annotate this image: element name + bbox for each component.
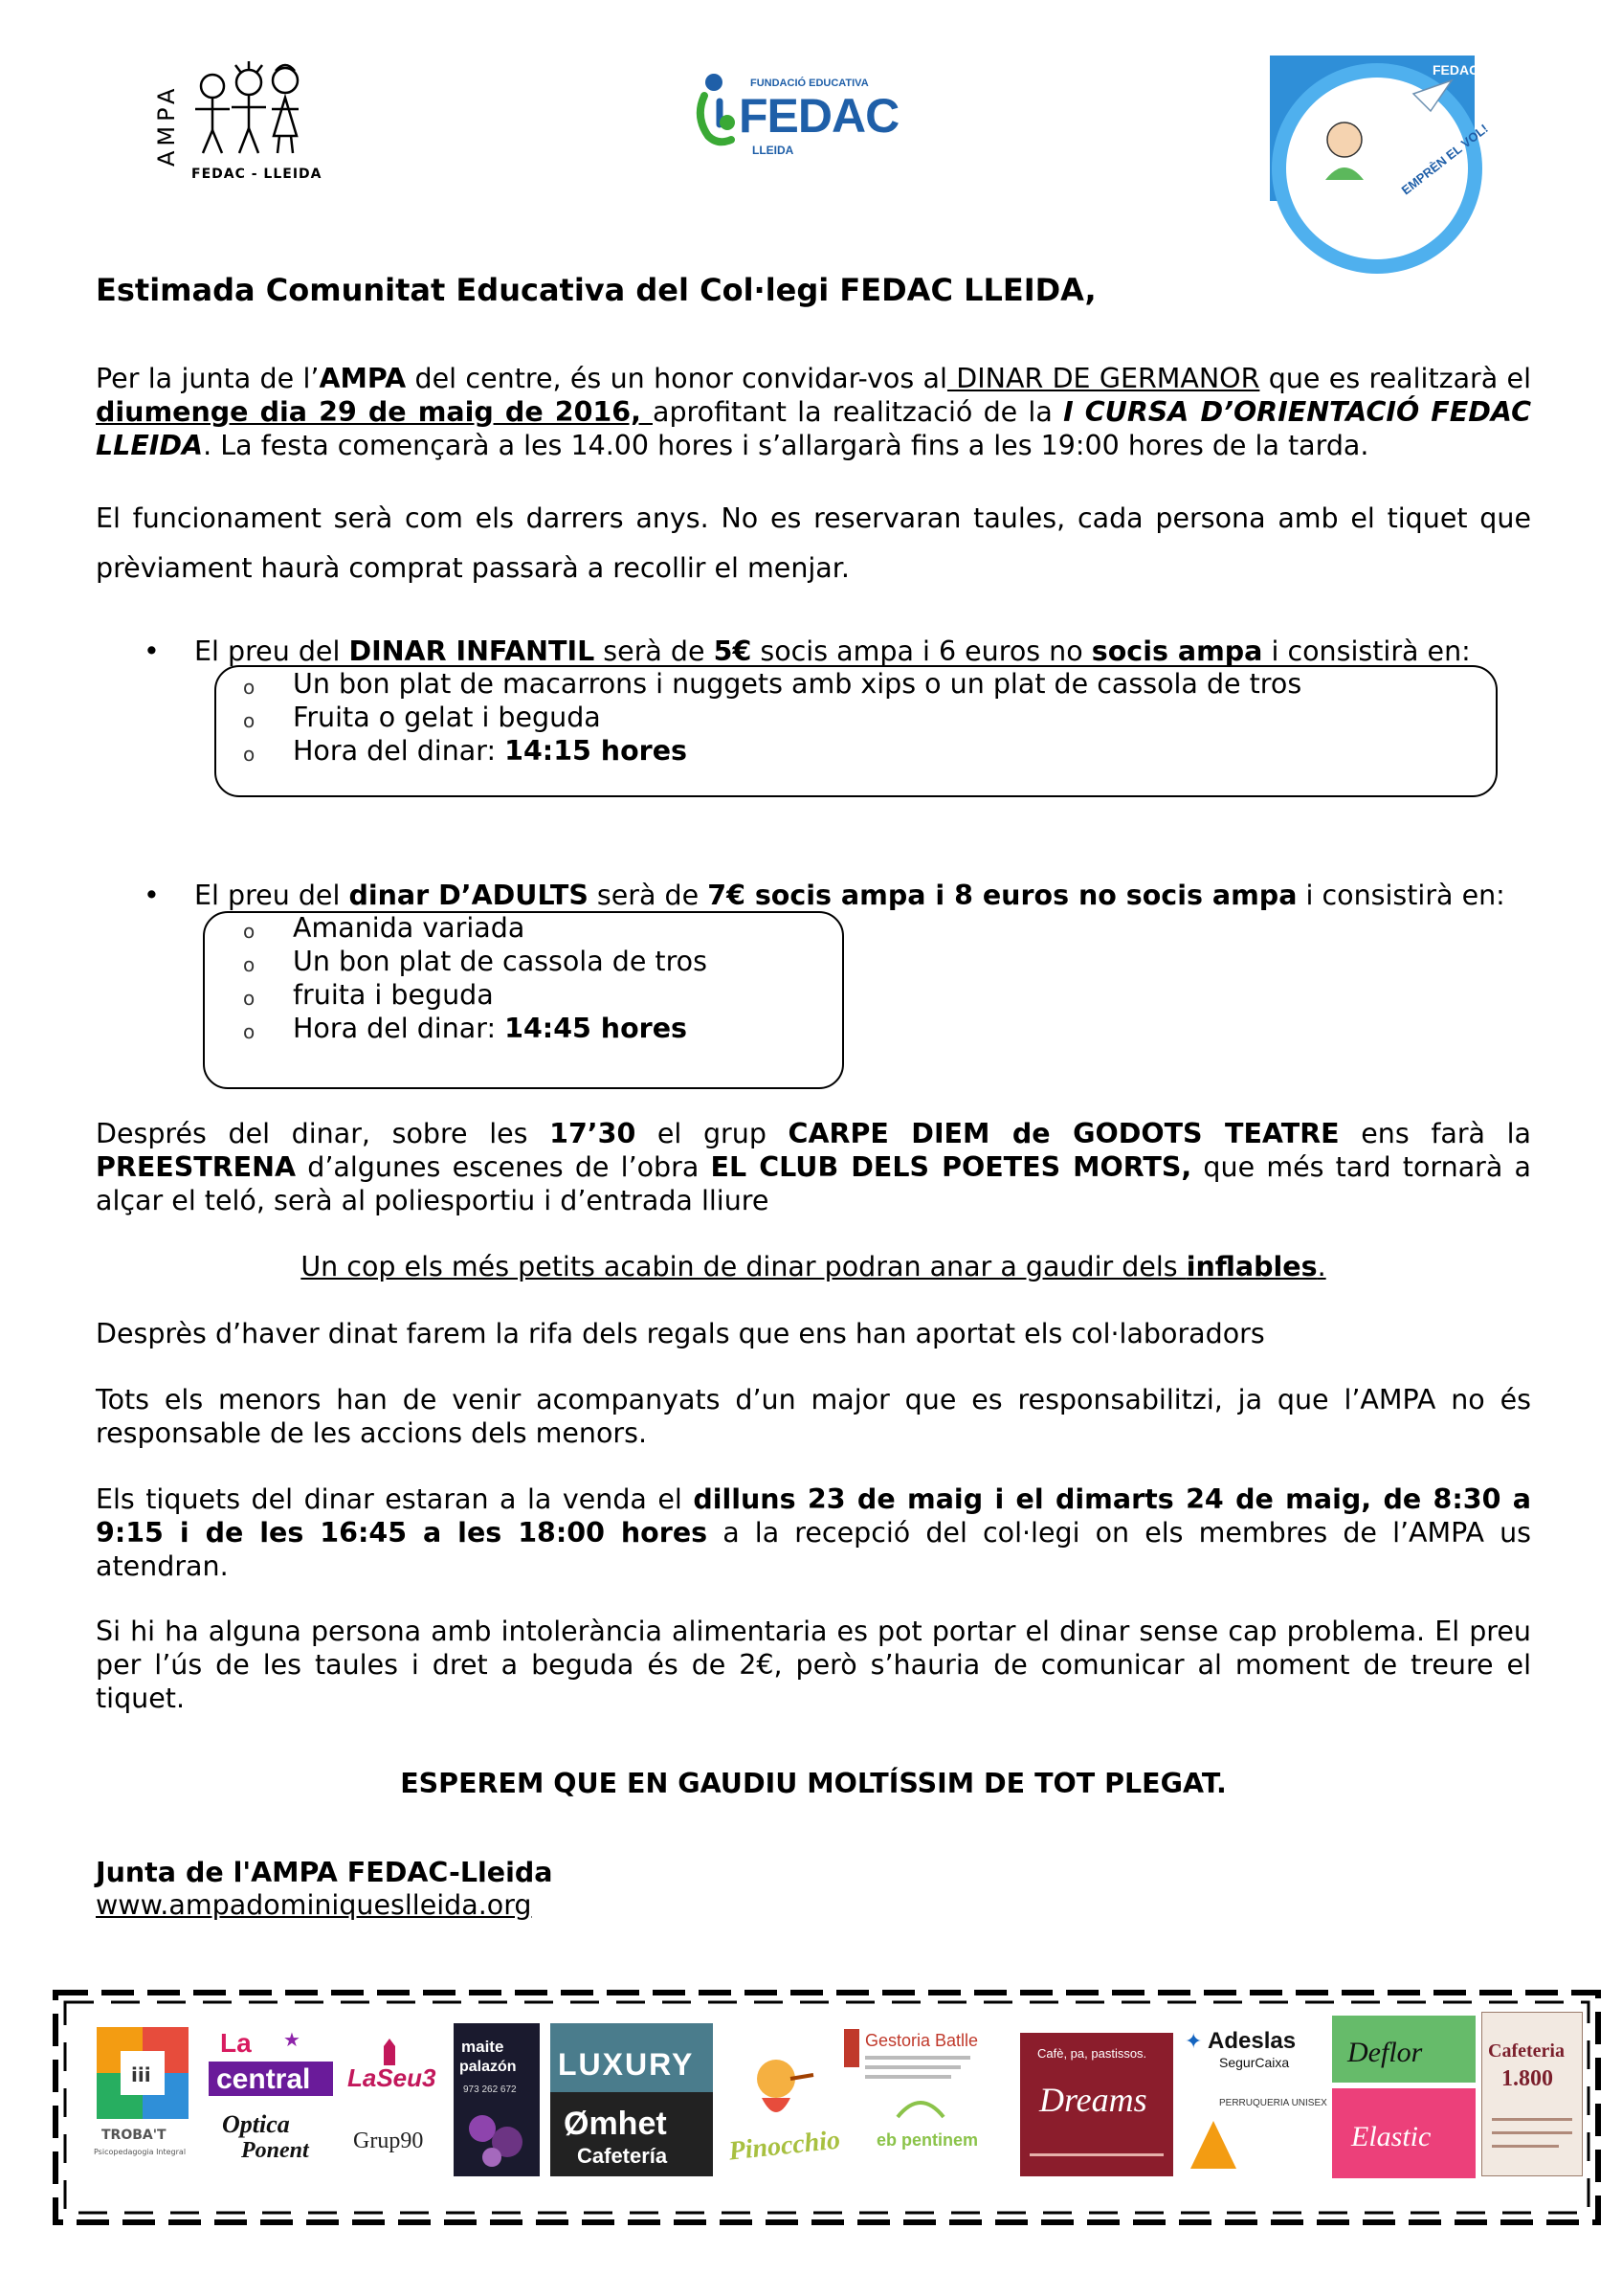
- svg-text:★: ★: [283, 2028, 300, 2051]
- p3-text-c: el grup: [635, 1118, 789, 1149]
- infantil-item-text: Un bon plat de macarrons i nuggets amb xips o un plat de cassola de tros: [293, 668, 1302, 700]
- la-central-central: central: [216, 2063, 311, 2095]
- sub-bullet: o: [243, 1020, 256, 1043]
- trobat-name: TROBA'T: [101, 2128, 167, 2143]
- p3-text-i: que més tard tornarà a alçar el teló, serà al poliesportiu i d’entrada lliure: [96, 1151, 1532, 1216]
- fedac-figure-icon: [700, 74, 735, 142]
- laseu-text: LaSeu3: [347, 2063, 436, 2092]
- p7-text-a: Els tiquets del dinar estaran a la venda el: [96, 1483, 694, 1515]
- sponsor-laseu-grup90: [345, 2037, 441, 2171]
- elastic-text: Elastic: [1351, 2121, 1432, 2152]
- pinocchio-text: Pinocchio: [727, 2125, 842, 2167]
- dreams-text: Dreams: [1039, 2081, 1147, 2119]
- website-row: [96, 1888, 1531, 1922]
- maite-phone: 973 262 672: [463, 2084, 517, 2095]
- grup90-text: Grup90: [353, 2129, 424, 2153]
- fedac-logo: [693, 63, 903, 168]
- svg-text:iii: iii: [131, 2063, 151, 2086]
- sponsor-la-central: [209, 2027, 333, 2171]
- optica-text: Optica: [222, 2110, 290, 2138]
- cafeteria1800-text: Cafeteria: [1488, 2040, 1565, 2062]
- sponsor-pinocchio: [723, 2037, 842, 2171]
- p3-play: EL CLUB DELS POETES MORTS,: [710, 1151, 1192, 1183]
- p1-text-e: que es realitzarà el: [1259, 363, 1532, 394]
- infantil-socis: socis ampa: [1091, 635, 1263, 667]
- empren-el-vol-logo: [1270, 56, 1491, 201]
- p1-ampa: AMPA: [319, 363, 407, 394]
- svg-text:✦: ✦: [1185, 2030, 1203, 2054]
- sub-bullet: o: [243, 953, 256, 976]
- p4-text-a: Un cop els més petits acabin de dinar podran anar a gaudir dels: [300, 1251, 1187, 1282]
- adults-price: 7€ socis ampa i 8 euros no socis ampa: [707, 880, 1298, 911]
- ponent-text: Ponent: [241, 2138, 309, 2163]
- child-face-icon: [1327, 123, 1362, 157]
- p4-text-c: .: [1317, 1251, 1326, 1282]
- adults-text-c: serà de: [588, 880, 708, 911]
- omhet-text: Ømhet: [564, 2106, 667, 2142]
- p3-preestrena: PREESTRENA: [96, 1151, 297, 1183]
- paragraph-tiquets: [96, 1482, 1531, 1583]
- adults-text-e: i consistirà en:: [1297, 880, 1505, 911]
- sponsors-strip: [92, 2008, 1585, 2204]
- infantil-hour-value: 14:15 hores: [504, 735, 687, 767]
- p7-dates: dilluns 23 de maig i el dimarts 24 de maig, de 8:30 a 9:15 i de les 16:45 a les 18:00 hores: [96, 1483, 1531, 1549]
- blue-logo-brand: FEDAC: [1433, 62, 1479, 78]
- p7-text-c: a la recepció del col·legi on els membres de l’AMPA us atendran.: [96, 1517, 1532, 1582]
- adeslas-text: Adeslas: [1208, 2028, 1297, 2054]
- segurcaixa-text: SegurCaixa: [1219, 2055, 1290, 2070]
- fedac-logo-city: LLEIDA: [752, 144, 794, 157]
- p3-text-e: ens farà la: [1339, 1118, 1531, 1149]
- dreams-top: Cafè, pa, pastissos.: [1037, 2046, 1147, 2061]
- sub-bullet: o: [243, 709, 256, 732]
- sponsor-cafeteria-1800: [1481, 2012, 1583, 2176]
- paragraph-menors: Tots els menors han de venir acompanyats d’un major que es responsabilitzi, ja que l’AMPA no és responsable de les accions dels menors.: [96, 1384, 1531, 1449]
- deflor-text: Deflor: [1347, 2037, 1423, 2068]
- svg-text:maite: maite: [461, 2038, 504, 2056]
- bullet-dot: •: [144, 880, 160, 911]
- gestoria-text: Gestoria Batlle: [865, 2031, 979, 2050]
- fedac-logo-main: FEDAC: [739, 89, 900, 143]
- p1-cursa: I CURSA D’ORIENTACIÓ FEDAC LLEIDA: [96, 396, 1531, 461]
- infantil-text-c: serà de: [594, 635, 714, 667]
- p1-text-i: . La festa començarà a les 14.00 hores i s’allargarà fins a les 19:00 hores de la tarda.: [203, 430, 1369, 461]
- p3-group: CARPE DIEM de GODOTS TEATRE: [788, 1118, 1340, 1149]
- website-link[interactable]: www.ampadominiqueslleida.org: [96, 1889, 532, 1921]
- paragraph-intolerancia: Si hi ha alguna persona amb intolerància alimentaria es pot portar el dinar sense cap problema. El preu per l’ús de les taules i dret a beguda és de 2€, però s’hauria de comunicar al moment de treure el tiquet.: [96, 1616, 1531, 1714]
- infantil-price: 5€: [713, 635, 752, 667]
- adults-item-text: fruita i beguda: [293, 979, 494, 1011]
- stick-figures-icon: [195, 61, 299, 153]
- signature: Junta de l'AMPA FEDAC-Lleida: [96, 1857, 553, 1888]
- luxury-text: LUXURY: [558, 2047, 695, 2082]
- perruqueria-text: PERRUQUERIA UNISEX: [1219, 2098, 1327, 2108]
- adults-hour-label: Hora del dinar:: [293, 1013, 505, 1044]
- la-central-la: La: [220, 2028, 252, 2058]
- infantil-text-e: socis ampa i 6 euros no: [751, 635, 1092, 667]
- p1-dinar-germanor: DINAR DE GERMANOR: [946, 363, 1260, 394]
- svg-text:palazón: palazón: [459, 2059, 517, 2075]
- sponsor-dreams: [1020, 2033, 1173, 2176]
- ampa-logo: [153, 54, 321, 188]
- ampa-logo-vertical-text: AMPA: [153, 83, 180, 167]
- closing-message: ESPEREM QUE EN GAUDIU MOLTÍSSIM DE TOT PLEGAT.: [400, 1768, 1227, 1799]
- trobat-sub: Psicopedagogia Integral: [94, 2148, 187, 2156]
- p1-text-a: Per la junta de l’: [96, 363, 320, 394]
- sub-bullet: o: [243, 676, 256, 699]
- adults-text-a: El preu del: [194, 880, 349, 911]
- blue-logo-slogan: EMPRÈN EL VOL!: [1398, 121, 1491, 198]
- sponsor-gestoria-batlle: [840, 2025, 984, 2178]
- infantil-text-a: El preu del: [194, 635, 349, 667]
- paragraph-rifa: Desprès d’haver dinat farem la rifa dels regals que ens han aportat els col·laboradors: [96, 1318, 1265, 1349]
- adults-item-text: Amanida variada: [293, 912, 525, 944]
- infantil-hour-label: Hora del dinar:: [293, 735, 505, 767]
- sub-bullet: o: [243, 987, 256, 1010]
- sponsor-trobat: [92, 2022, 197, 2166]
- sponsor-luxury-omhet: [550, 2023, 713, 2176]
- p3-time: 17’30: [549, 1118, 636, 1149]
- letter-title: Estimada Comunitat Educativa del Col·legi FEDAC LLEIDA,: [96, 272, 1097, 308]
- adults-item-text: Un bon plat de cassola de tros: [293, 946, 707, 977]
- adults-hour-value: 14:45 hores: [504, 1013, 687, 1044]
- sponsor-adeslas: [1181, 2025, 1327, 2178]
- p4-inflables: inflables: [1186, 1251, 1318, 1282]
- sponsor-maite-palazon: [454, 2023, 540, 2176]
- adults-label: dinar D’ADULTS: [348, 880, 589, 911]
- paragraph-funcionament: El funcionament serà com els darrers anys. No es reservaran taules, cada persona amb el tiquet que prèviament haurà comprat passarà a recollir el menjar.: [96, 502, 1531, 584]
- infantil-item-text: Fruita o gelat i beguda: [293, 702, 601, 733]
- paragraph-inflables: [96, 1250, 1531, 1283]
- p1-date: diumenge dia 29 de maig de 2016,: [96, 396, 653, 428]
- paragraph-teatre: [96, 1117, 1531, 1217]
- ebpentinem-text: eb pentinem: [877, 2130, 979, 2150]
- fedac-logo-small: FUNDACIÓ EDUCATIVA: [750, 78, 869, 89]
- cafeteria1800-year: 1.800: [1501, 2066, 1553, 2091]
- infantil-text-g: i consistirà en:: [1262, 635, 1471, 667]
- paragraph-invitation: [96, 362, 1531, 462]
- p3-text-a: Després del dinar, sobre les: [96, 1118, 550, 1149]
- ampa-logo-caption: FEDAC - LLEIDA: [191, 167, 322, 182]
- header-logos: [0, 54, 1622, 207]
- p1-text-g: aprofitant la realització de la: [653, 396, 1064, 428]
- sponsor-deflor-elastic: [1332, 2016, 1476, 2178]
- infantil-label: DINAR INFANTIL: [348, 635, 595, 667]
- sub-bullet: o: [243, 743, 256, 766]
- p3-text-g: d’algunes escenes de l’obra: [296, 1151, 711, 1183]
- p1-text-c: del centre, és un honor convidar-vos al: [406, 363, 947, 394]
- bullet-dot: •: [144, 635, 160, 667]
- omhet-cafeteria: Cafetería: [577, 2144, 668, 2168]
- sub-bullet: o: [243, 920, 256, 943]
